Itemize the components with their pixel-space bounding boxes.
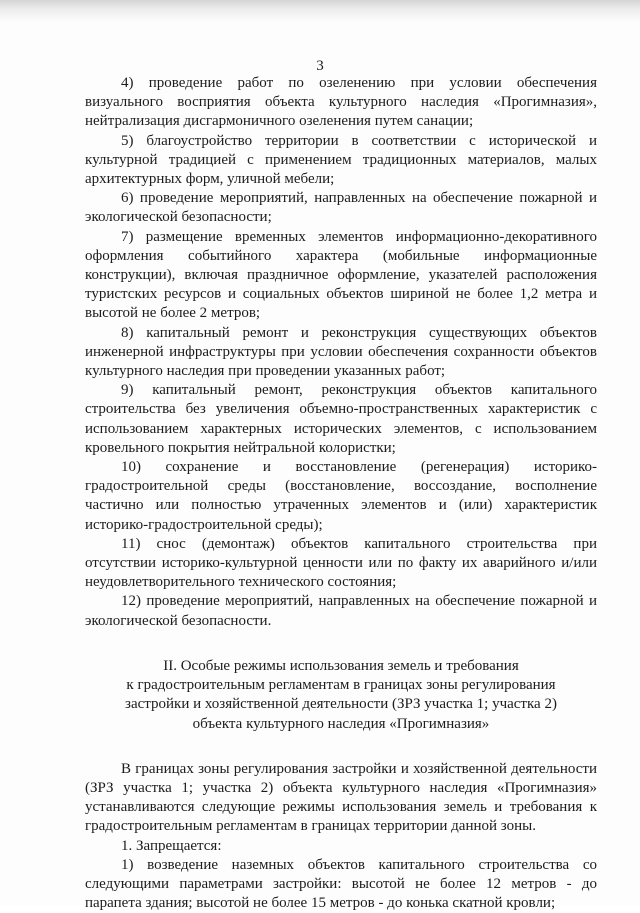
scan-shadow bbox=[0, 0, 640, 22]
document-body bbox=[85, 74, 597, 913]
section-heading-line: к градостроительным регламентам в границах зоны регулирования bbox=[126, 677, 556, 694]
list-item-11: 11) снос (демонтаж) объектов капитального строительства при отсутствии историко-культурной ценности или по факту их аварийного и/или неудовлетворительного технического состояния; bbox=[85, 535, 597, 591]
list-item-7: 7) размещение временных элементов информационно-декоративного оформления событийного характера (мобильные информационные конструкции), включая праздничное оформление, указателей расположения туристских ресурсов и социальных объектов шириной не более 1,2 метра и высотой не более 2 метров; bbox=[85, 228, 597, 322]
list-item-10: 10) сохранение и восстановление (регенерация) историко-градостроительной среды (восстановление, воссоздание, восполнение частично или полностью утраченных элементов и (или) характеристик историко-градостроительной среды); bbox=[85, 459, 597, 533]
list-item-8: 8) капитальный ремонт и реконструкция существующих объектов инженерной инфраструктуры при условии обеспечения сохранности объектов культурного наследия при проведении указанных работ; bbox=[85, 324, 597, 380]
prohibited-item-1: 1) возведение наземных объектов капитального строительства со следующими параметрами застройки: высотой не более 12 метров - до парапета здания; высотой не более 15 метров - до конька скатной кровли; bbox=[85, 856, 597, 912]
list-item-9: 9) капитальный ремонт, реконструкция объектов капитального строительства без увеличения объемно-пространственных характеристик с использованием характерных исторических элементов, с использованием кровельного покрытия нейтральной колористки; bbox=[85, 382, 597, 456]
prohibited-heading: 1. Запрещается: bbox=[121, 837, 222, 854]
list-item-5: 5) благоустройство территории в соответствии с исторической и культурной традицией с применением традиционных материалов, малых архитектурных форм, уличной мебели; bbox=[85, 132, 597, 188]
list-item-6: 6) проведение мероприятий, направленных на обеспечение пожарной и экологической безопасности; bbox=[85, 190, 597, 226]
section-heading bbox=[85, 657, 597, 734]
section-heading-line: II. Особые режимы использования земель и требования bbox=[163, 657, 519, 674]
section-heading-line: застройки и хозяйственной деятельности (ЗРЗ участка 1; участка 2) bbox=[125, 696, 557, 713]
list-item-4: 4) проведение работ по озеленению при условии обеспечения визуального восприятия объекта культурного наследия «Прогимназия», нейтрализация дисгармоничного озеленения путем санации; bbox=[85, 75, 597, 130]
page-number: 3 bbox=[316, 58, 324, 74]
list-item-12: 12) проведение мероприятий, направленных на обеспечение пожарной и экологической безопасности. bbox=[85, 593, 597, 629]
section-heading-line: объекта культурного наследия «Прогимназия» bbox=[192, 715, 490, 732]
zone-intro-paragraph: В границах зоны регулирования застройки и хозяйственной деятельности (ЗРЗ участка 1; участка 2) объекта культурного наследия «Прогимназия» устанавливаются следующие режимы использования земель и требования к градостроительным регламентам в границах территории данной зоны. bbox=[85, 760, 597, 835]
